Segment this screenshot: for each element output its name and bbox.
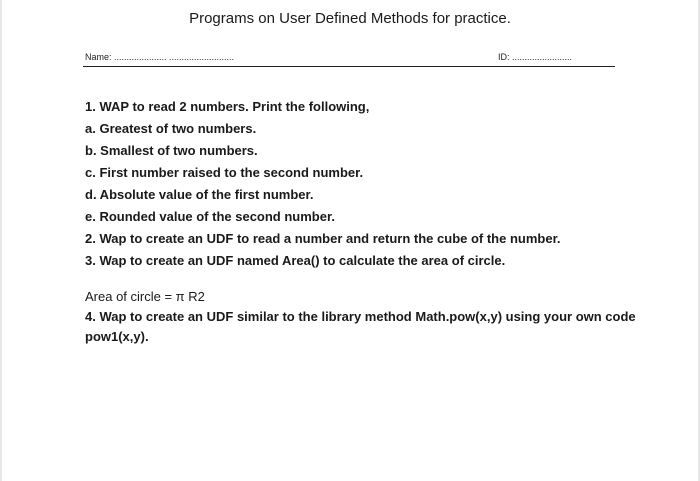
question-1e: e. Rounded value of the second number. — [85, 209, 335, 224]
page-title: Programs on User Defined Methods for practice. — [189, 10, 511, 27]
header-divider — [83, 66, 615, 67]
name-field-label: Name: ..................... .......................... — [85, 52, 235, 62]
question-4: 4. Wap to create an UDF similar to the library method Math.pow(x,y) using your own code pow1(x,y). — [85, 309, 636, 344]
section-spacer — [85, 272, 645, 287]
id-field-label: ID: ........................ — [498, 52, 573, 62]
question-1d: d. Absolute value of the first number. — [85, 187, 314, 202]
page-edge-left — [0, 0, 2, 481]
question-1a: a. Greatest of two numbers. — [85, 121, 257, 136]
question-1c: c. First number raised to the second number. — [85, 165, 364, 180]
question-1b: b. Smallest of two numbers. — [85, 143, 258, 158]
area-formula: Area of circle = π R2 — [85, 289, 205, 304]
question-1: 1. WAP to read 2 numbers. Print the following, — [85, 99, 370, 114]
question-list — [85, 96, 645, 347]
question-2: 2. Wap to create an UDF to read a number and return the cube of the number. — [85, 231, 561, 246]
question-3: 3. Wap to create an UDF named Area() to calculate the area of circle. — [85, 253, 506, 268]
